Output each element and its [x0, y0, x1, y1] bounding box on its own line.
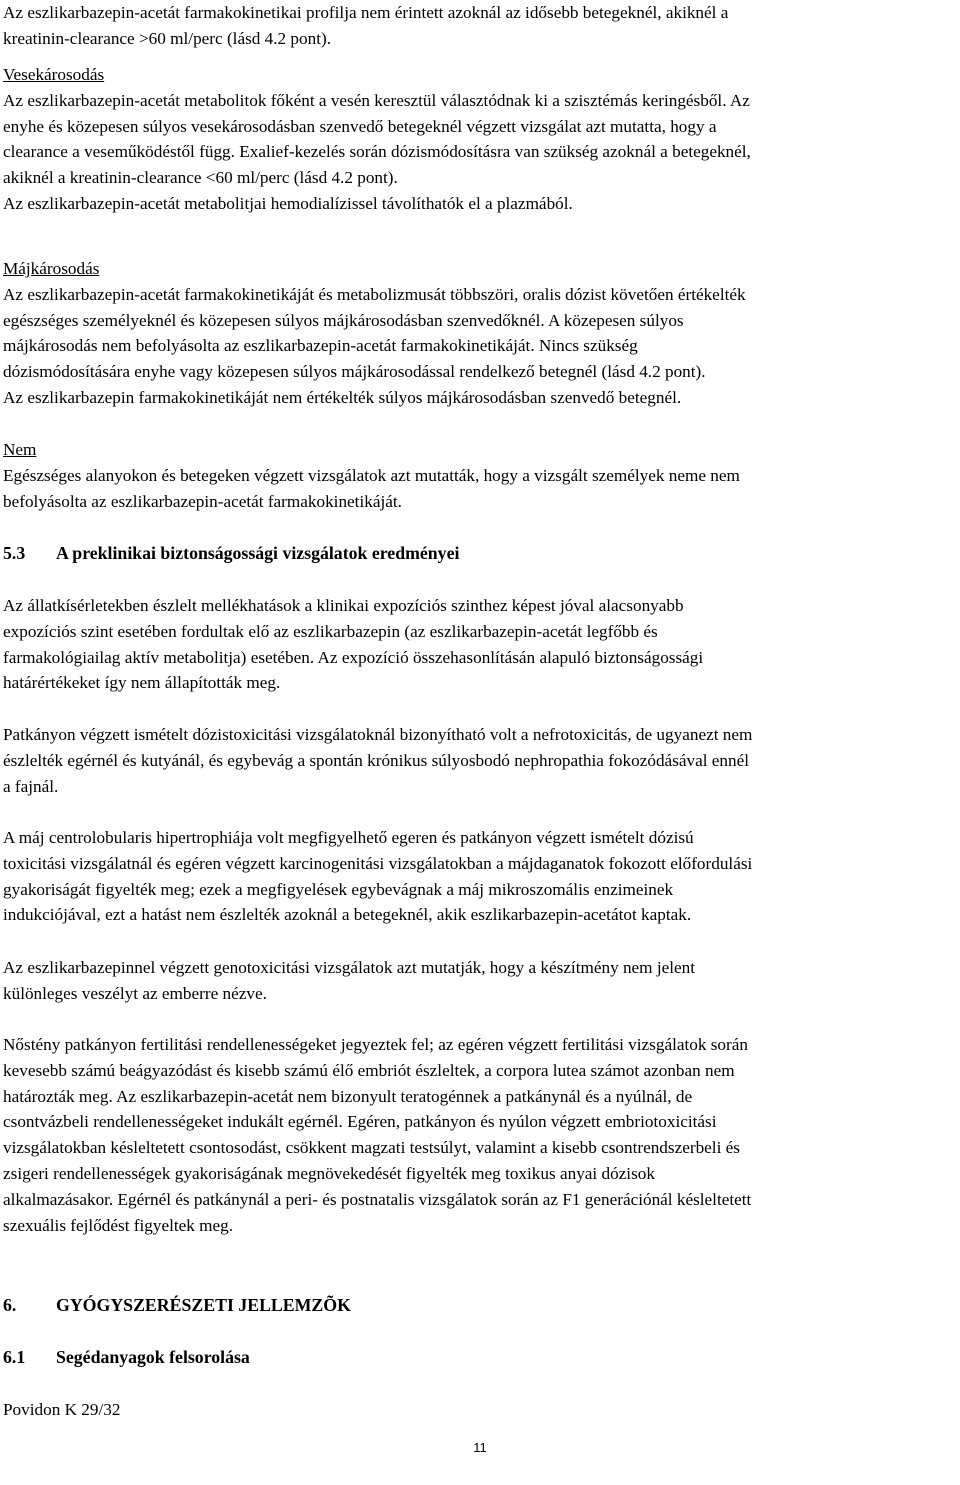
text-line: Az eszlikarbazepin-acetát farmakokinetikáját és metabolizmusát többszöri, oralis dózist követően értékelték: [3, 284, 746, 304]
text-line: enyhe és közepesen súlyos vesekárosodásban szenvedő betegeknél végzett vizsgálat azt mutatta, hogy a: [3, 116, 717, 136]
section-6-1-heading: [3, 1345, 950, 1371]
text-line: toxicitási vizsgálatnál és egéren végzett karcinogenitási vizsgálatokban a májdaganatok fokozott előfordulási: [3, 853, 753, 873]
kidney-section: [3, 62, 950, 217]
text-line: kevesebb számú beágyazódást és kisebb számú élő embriót észleltek, a corpora lutea számot azonban nem: [3, 1060, 735, 1080]
text-line: indukciójával, ezt a hatást nem észlelték azoknál a betegeknél, akik eszlikarbazepin-acetátot kaptak.: [3, 905, 692, 925]
section-number: 6.: [3, 1295, 17, 1315]
text-line: vizsgálatokban késleltetett csontosodást, csökkent magzati testsúlyt, valamint a kisebb csontrendszerbeli és: [3, 1138, 740, 1158]
intro-paragraph: [3, 0, 950, 52]
text-line: különleges veszélyt az emberre nézve.: [3, 983, 267, 1003]
text-line: Az eszlikarbazepin-acetát metabolitjai hemodialízissel távolíthatók el a plazmából.: [3, 193, 573, 213]
liver-section: [3, 256, 950, 411]
kidney-heading: Vesekárosodás: [3, 65, 105, 84]
text-line: Patkányon végzett ismételt dózistoxicitási vizsgálatoknál bizonyítható volt a nefrotoxicitás, de ugyanezt nem: [3, 725, 753, 744]
text-line: clearance a veseműködéstől függ. Exalief-kezelés során dózismódosításra van szükség azoknál a betegeknél,: [3, 142, 751, 162]
text-line: Az eszlikarbazepin-acetát farmakokinetikai profilja nem érintett azoknál az idősebb betegeknél, akiknél a: [3, 3, 729, 22]
text-line: farmakológiailag aktív metabolitja) esetében. Az expozíció összehasonlításán alapuló biztonságossági: [3, 647, 704, 667]
preclinical-paragraph-3: [3, 825, 950, 928]
text-line: Nőstény patkányon fertilitási rendellenességeket jegyeztek fel; az egéren végzett fertilitási vizsgálatok során: [3, 1035, 748, 1054]
text-line: Egészséges alanyokon és betegeken végzett vizsgálatok azt mutatták, hogy a vizsgált személyek neme nem: [3, 465, 740, 485]
text-line: csontvázbeli rendellenességeket indukált egérnél. Egéren, patkányon és nyúlon végzett embriotoxicitási: [3, 1112, 717, 1132]
liver-heading: Májkárosodás: [3, 259, 100, 278]
text-line: dózismódosítására enyhe vagy közepesen súlyos májkárosodással rendelkező betegnél (lásd 4.2 pont).: [3, 362, 706, 382]
text-line: gyakoriságát figyelték meg; ezek a megfigyelések egybevágnak a máj mikroszomális enzimeinek: [3, 879, 674, 899]
text-line: Az eszlikarbazepin-acetát metabolitok főként a vesén keresztül választódnak ki a szisztémás keringésből. Az: [3, 90, 750, 110]
text-line: expozíciós szint esetében fordultak elő az eszlikarbazepin (az eszlikarbazepin-acetát legfőbb és: [3, 621, 658, 641]
section-title: Segédanyagok felsorolása: [56, 1347, 250, 1367]
sex-section: [3, 437, 950, 514]
preclinical-paragraph-4: [3, 955, 950, 1007]
text-line: akiknél a kreatinin-clearance <60 ml/perc (lásd 4.2 pont).: [3, 168, 398, 188]
text-line: egészséges személyeknél és közepesen súlyos májkárosodásban szenvedőknél. A közepesen súlyos: [3, 310, 684, 330]
text-line: Az eszlikarbazepinnel végzett genotoxicitási vizsgálatok azt mutatják, hogy a készítmény nem jelent: [3, 958, 696, 977]
text-line: befolyásolta az eszlikarbazepin-acetát farmakokinetikáját.: [3, 491, 402, 511]
excipient-text: Povidon K 29/32: [3, 1400, 121, 1419]
section-6-heading: [3, 1293, 950, 1319]
text-line: májkárosodás nem befolyásolta az eszlikarbazepin-acetát farmakokinetikáját. Nincs szükség: [3, 336, 638, 356]
text-line: zsigeri rendellenességek gyakoriságának megnövekedését figyelték meg toxikus anyai dózisok: [3, 1163, 655, 1183]
text-line: határértékeket így nem állapították meg.: [3, 673, 281, 693]
sex-heading: Nem: [3, 440, 37, 459]
text-line: szexuális fejlődést figyeltek meg.: [3, 1215, 234, 1235]
text-line: észlelték egérnél és kutyánál, és egybevág a spontán krónikus súlyosbodó nephropathia fokozódásával ennél: [3, 750, 749, 770]
section-5-3-heading: [3, 541, 950, 567]
text-line: kreatinin-clearance >60 ml/perc (lásd 4.2 pont).: [3, 28, 332, 48]
text-line: Az eszlikarbazepin farmakokinetikáját nem értékelték súlyos májkárosodásban szenvedő betegnél.: [3, 387, 682, 407]
text-line: határozták meg. Az eszlikarbazepin-acetát nem bizonyult teratogénnek a patkánynál és a nyúlnál, de: [3, 1086, 693, 1106]
preclinical-paragraph-1: [3, 593, 950, 696]
text-line: Az állatkísérletekben észlelt mellékhatások a klinikai expozíciós szinthez képest jóval alacsonyabb: [3, 596, 684, 615]
preclinical-paragraph-5: [3, 1032, 950, 1238]
section-title: GYÓGYSZERÉSZETI JELLEMZÕK: [56, 1295, 351, 1315]
excipient-line: [3, 1397, 950, 1423]
text-line: a fajnál.: [3, 776, 59, 796]
section-number: 6.1: [3, 1347, 26, 1367]
section-title: A preklinikai biztonságossági vizsgálatok eredményei: [56, 543, 460, 563]
text-line: alkalmazásakor. Egérnél és patkánynál a peri- és postnatalis vizsgálatok során az F1 generációnál késleltetett: [3, 1189, 752, 1209]
text-line: A máj centrolobularis hipertrophiája volt megfigyelhető egeren és patkányon végzett ismételt dózisú: [3, 828, 694, 847]
preclinical-paragraph-2: [3, 722, 950, 799]
section-number: 5.3: [3, 543, 26, 563]
page-number: 11: [473, 1440, 487, 1455]
